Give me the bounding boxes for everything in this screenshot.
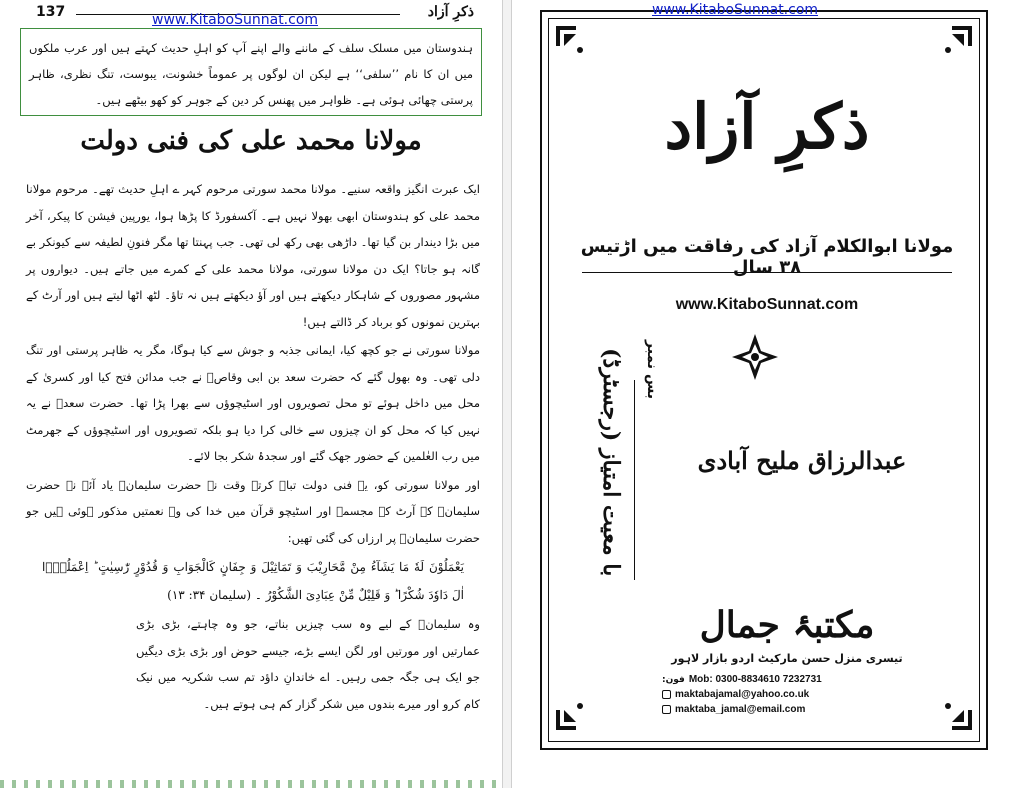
paragraph-3: اور مولانا سورتی کو، یہ فنی دولت تباہ کرتے وقت نہ حضرت سلیمانؑ یاد آئے نہ حضرت سلیمانؑ کے آرٹ کے مجسمے اور اسٹیچو قرآن میں خدا کی وہ نعمتیں مذکور ہوئی ہیں جو حضرت سلیمانؑ پر ارزاں کی گئی تھیں: — [26, 477, 480, 545]
author-name: عبدالرزاق ملیح آبادی — [697, 446, 907, 475]
email-address-1[interactable]: maktabajamal@yahoo.co.uk — [675, 689, 810, 700]
vertical-prefix: بس نمبر — [644, 340, 660, 399]
star-ornament-icon — [730, 332, 780, 382]
corner-ornament-icon — [554, 692, 594, 732]
left-page — [0, 0, 502, 788]
intro-text: ہندوستان میں مسلک سلف کے ماننے والے اپنے آپ کو اہلِ حدیث کہتے ہیں اور عرب ملکوں میں ان کا نام ’’سلفی‘‘ ہے لیکن ان لوگوں پر عموماً خشونت، یبوست، تنگ نظری، ظاہر پرستی چھائی ہوئی ہے۔ ظواہر میں پھنس کر دین کے جوہر کو کھو بیٹھے ہیں۔ — [29, 41, 473, 107]
phone-row — [662, 672, 952, 687]
email-row-1 — [662, 687, 952, 702]
vertical-editor-credit: با معیت امتیاز (رجسٹرڈ) — [598, 348, 624, 577]
phone-number: Mob: 0300-8834610 7232731 — [688, 674, 822, 685]
paragraph-4: وہ سلیمانؑ کے لیے وہ سب چیزیں بناتے، جو وہ چاہتے، بڑی بڑی عمارتیں اور مورتیں اور لگن ایسے بڑے، جیسے حوض اور بڑی بڑی دیگیں جو ایک ہی جگہ جمی رہیں۔ اے خاندانِ داؤد تم سب شکریہ میں نیک کام کرو اور میرے بندوں میں شکر گزار کم ہی ہوتے ہیں۔ — [136, 617, 480, 711]
article-title: مولانا محمد علی کی فنی دولت — [80, 126, 422, 156]
bottom-strip — [0, 780, 502, 788]
running-title: ذکرِ آزاد — [427, 4, 474, 20]
watermark-link-left[interactable]: www.KitaboSunnat.com — [152, 12, 319, 28]
vertical-rule — [634, 380, 635, 580]
corner-ornament-icon — [934, 24, 974, 64]
right-page-cover — [512, 0, 1014, 788]
article-body — [26, 176, 480, 719]
email-icon — [662, 690, 671, 699]
email-icon — [662, 705, 671, 714]
email-row-2 — [662, 702, 952, 717]
paragraph-2: مولانا سورتی نے جو کچھ کیا، ایمانی جذبہ و جوش سے کیا ہوگا، مگر یہ ظاہر پرستی اور تنگ دلی تھی۔ وہ بھول گئے کہ حضرت سعد بن ابی وقاصؓ نے جب مدائن فتح کیا اور کسریٰ کے محل میں داخل ہوئے تو محل تصویروں اور اسٹیچوؤں سے بھرا پڑا تھا۔ حضرت سعدؓ نے یہ نہیں کیا کہ محل کو ان چیزوں سے خالی کرا دیا ہو بلکہ تصویروں اور اسٹیچوؤں کے جھرمٹ میں رب العٰلمین کے حضور جھک گئے اور سجدۂ شکر بجا لائے۔ — [26, 343, 480, 463]
book-title: ذکرِ آزاد — [664, 90, 870, 163]
subtitle-rule — [582, 272, 952, 273]
page-number: 137 — [36, 4, 66, 20]
email-address-2[interactable]: maktaba_jamal@email.com — [675, 704, 806, 715]
intro-box — [20, 28, 482, 116]
publisher-name: مکتبۂ جمال — [699, 604, 875, 646]
watermark-link-right[interactable]: www.KitaboSunnat.com — [652, 2, 819, 18]
phone-label: فون: — [662, 674, 685, 685]
publisher-contact — [662, 672, 952, 717]
paragraph-1: ایک عبرت انگیز واقعہ سنیے۔ مولانا محمد سورتی مرحوم کہر ے اہلِ حدیث تھے۔ مرحوم مولانا محمد علی کو ہندوستان ابھی بھولا نہیں ہے۔ آکسفورڈ کا پڑھا ہوا، یورپین فیشن کا پیکر، آخر میں بڑا دیندار بن گیا تھا۔ داڑھی بھی رکھ لی تھی۔ جب پہنتا تھا مگر فنونِ لطیفہ سے کیونکر بے گانہ ہو جاتا؟ ایک دن مولانا سورتی، مولانا محمد علی کے کمرے میں جاتے ہیں۔ دیواروں پر مشہور مصوروں کے شاہکار دیکھتے ہیں اور آؤ دیکھتے ہیں نہ تاؤ۔ لٹھ اٹھا لیتے ہیں اور آرٹ کے بہترین نمونوں کو برباد کر ڈالتے ہیں! — [26, 182, 480, 329]
publisher-address: تیسری منزل حسن مارکیٹ اردو بازار لاہور — [671, 652, 903, 665]
corner-ornament-icon — [554, 24, 594, 64]
cover-site-url: www.KitaboSunnat.com — [675, 296, 859, 313]
book-gutter — [502, 0, 512, 788]
book-subtitle: مولانا ابوالکلام آزاد کی رفاقت میں اڑتیس ۳۸ سال — [580, 236, 954, 278]
quran-verse: یَعْمَلُوْنَ لَهٗ مَا یَشَآءُ مِنْ مَّحَارِیْبَ وَ تَمَاثِیْلَ وَ جِفَانٍ كَالْجَوَابِ وَ قُدُوْرٍ رّٰسِیٰتٍ ؕ اِعْمَلُوْۤا اٰلَ دَاوٗدَ شُكْرًا ؕ وَ قَلِیْلٌ مِّنْ عِبَادِیَ الشَّكُوْرُ ۔ (سلیمان ۳۴: ۱۳) — [42, 560, 464, 602]
